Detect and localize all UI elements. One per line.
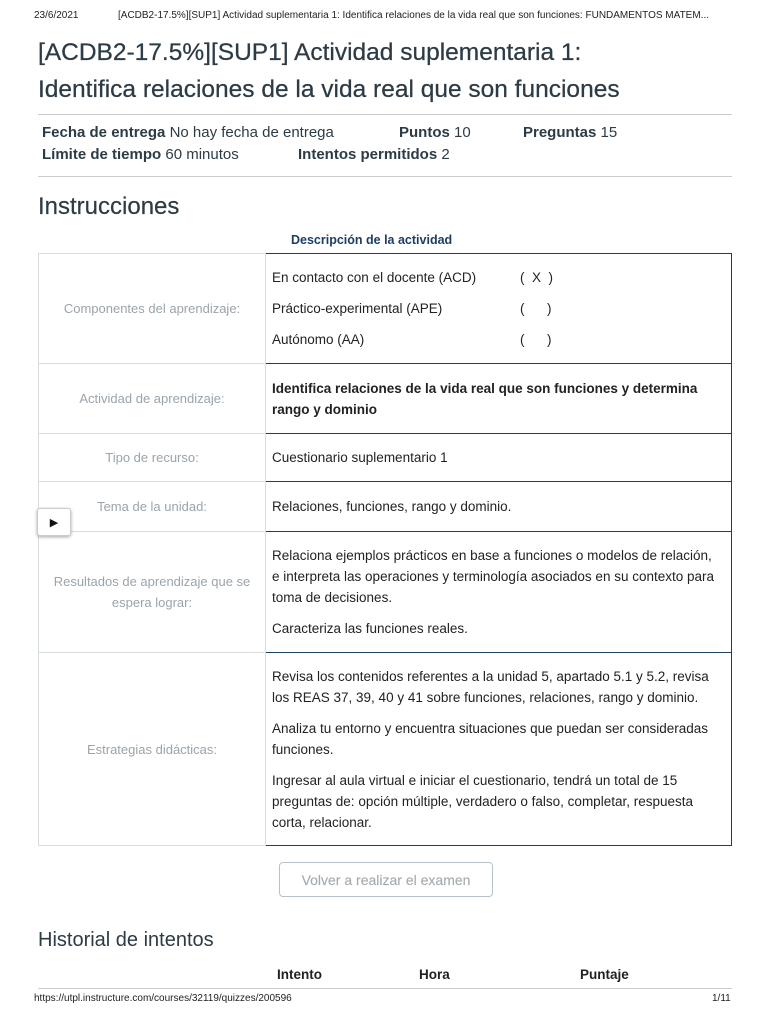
activity-value: Identifica relaciones de la vida real que son funciones y determina rango y dominio [266, 364, 732, 434]
component-item: Práctico-experimental (APE) ( ) [272, 301, 552, 316]
components-label: Componentes del aprendizaje: [39, 254, 266, 364]
unit-topic-value: Relaciones, funciones, rango y dominio. [266, 482, 732, 532]
play-icon: ▶ [49, 516, 59, 529]
table-caption: Descripción de la actividad [291, 233, 453, 247]
history-column-score: Puntaje [580, 967, 629, 982]
activity-description-table [38, 253, 732, 846]
table-row [39, 254, 732, 364]
history-column-attempt: Intento [277, 967, 322, 982]
divider [38, 176, 732, 177]
attempt-history-heading: Historial de intentos [38, 929, 214, 951]
resource-type-value: Cuestionario suplementario 1 [266, 434, 732, 482]
quiz-title [38, 34, 738, 108]
print-page-title: [ACDB2-17.5%][SUP1] Actividad suplementaria 1: Identifica relaciones de la vida real que son funciones: FUNDAMENTOS MATEM... [118, 10, 710, 21]
unit-topic-label: Tema de la unidad: [39, 482, 266, 532]
points: Puntos 10 [399, 124, 471, 141]
components-value [266, 254, 732, 364]
history-header-divider [38, 988, 732, 989]
time-limit: Límite de tiempo 60 minutos [42, 146, 239, 163]
play-button[interactable] [37, 508, 71, 536]
strategies-value: Revisa los contenidos referentes a la unidad 5, apartado 5.1 y 5.2, revisa los REAS 37, 39, 40 y 41 sobre funciones, relaciones, rango y dominio. Analiza tu entorno y encuentra situaciones que puedan ser consideradas funciones. Ingresar al aula virtual e iniciar el cuestionario, tendrá un total de 15 preguntas de: opción múltiple, verdadero o falso, completar, respuesta corta, relacionar. [266, 653, 732, 846]
component-item: En contacto con el docente (ACD) ( X ) [272, 270, 553, 285]
page-url: https://utpl.instructure.com/courses/32119/quizzes/200596 [34, 993, 292, 1004]
table-row [39, 653, 732, 846]
questions: Preguntas 15 [523, 124, 618, 141]
resource-type-label: Tipo de recurso: [39, 434, 266, 482]
table-row [39, 364, 732, 434]
strategies-label: Estrategias didácticas: [39, 653, 266, 846]
activity-label: Actividad de aprendizaje: [39, 364, 266, 434]
instructions-heading: Instrucciones [38, 193, 180, 220]
quiz-title-line-1: [ACDB2-17.5%][SUP1] Actividad suplementaria 1: [38, 39, 582, 66]
print-footer [0, 993, 768, 1013]
history-column-time: Hora [419, 967, 450, 982]
retake-quiz-button[interactable]: Volver a realizar el examen [279, 862, 493, 897]
print-header [0, 0, 768, 26]
divider [38, 114, 732, 115]
table-row [39, 532, 732, 653]
learning-results-value: Relaciona ejemplos prácticos en base a funciones o modelos de relación, e interpreta las operaciones y terminología asociados en su contexto para toma de decisiones. Caracteriza las funciones reales. [266, 532, 732, 653]
learning-results-label: Resultados de aprendizaje que se espera lograr: [39, 532, 266, 653]
page-number: 1/11 [712, 993, 731, 1004]
allowed-attempts: Intentos permitidos 2 [298, 146, 450, 163]
print-date: 23/6/2021 [34, 10, 79, 21]
table-row [39, 482, 732, 532]
table-row [39, 434, 732, 482]
due-date: Fecha de entrega No hay fecha de entrega [42, 124, 334, 141]
quiz-title-line-2: Identifica relaciones de la vida real que son funciones [38, 76, 620, 103]
component-item: Autónomo (AA) ( ) [272, 332, 552, 347]
